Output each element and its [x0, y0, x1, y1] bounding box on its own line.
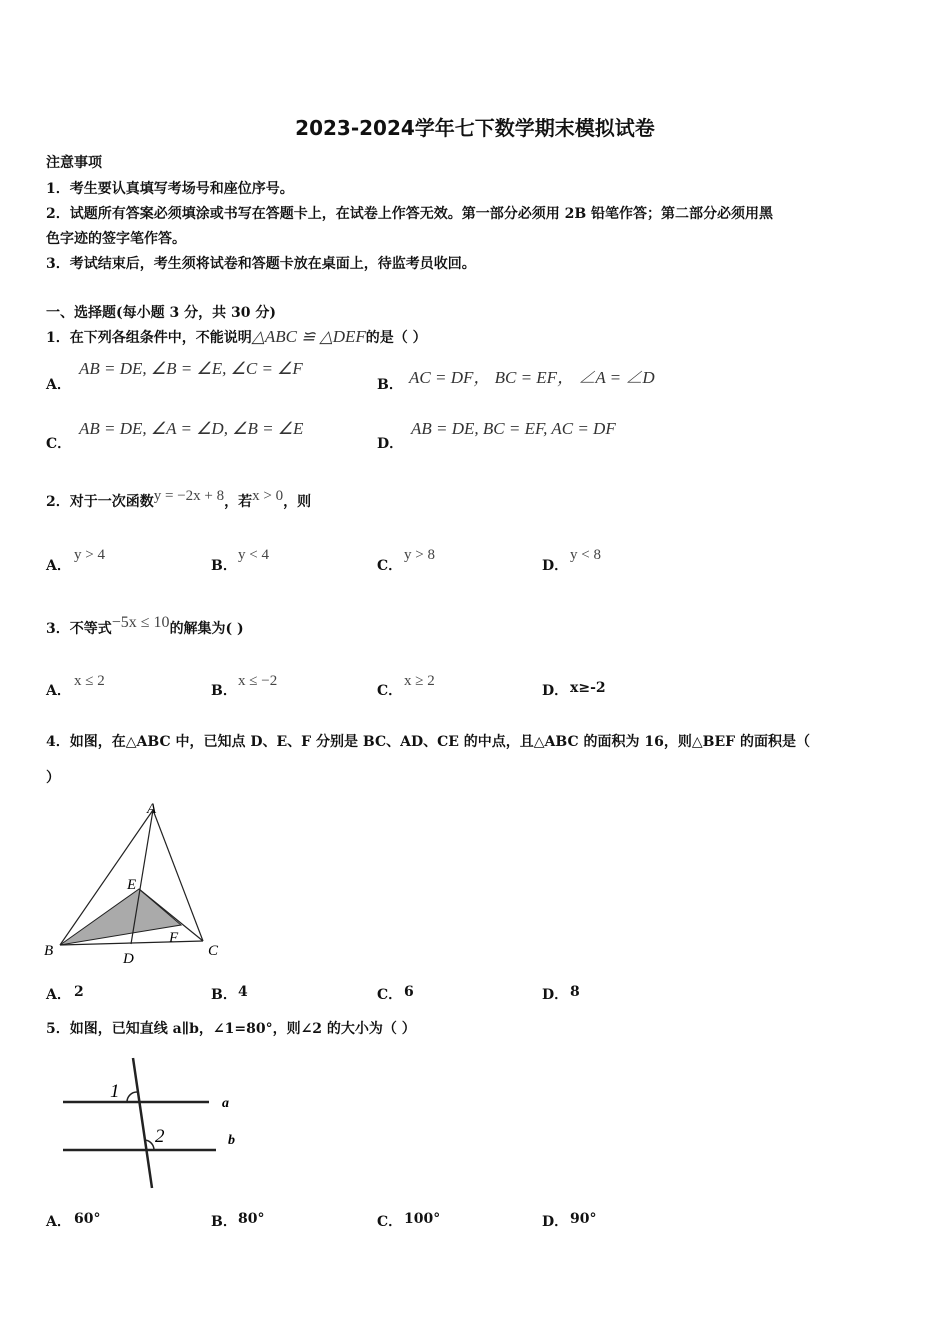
notice-item-2: 2．试题所有答案必须填涂或书写在答题卡上，在试卷上作答无效。第一部分必须用 2B 铅笔作答；第二部分必须用黑	[46, 206, 774, 222]
question-3-stem	[46, 614, 244, 638]
q4-option-a-label: A．	[46, 987, 71, 1003]
notice-item-1: 1．考生要认真填写考场号和座位序号。	[46, 181, 294, 197]
question-3-math: −5x ≤ 10	[111, 614, 170, 631]
q2-option-b-label: B．	[211, 558, 237, 574]
q5-option-a-text: 60°	[74, 1211, 101, 1227]
q4-option-b-text: 4	[238, 984, 248, 1000]
q5-option-b-label: B．	[211, 1214, 237, 1230]
q4-option-d-text: 8	[570, 984, 580, 1000]
question-2-suffix: ，则	[283, 494, 312, 510]
q5-option-a-label: A．	[46, 1214, 71, 1230]
triangle-figure	[40, 798, 240, 970]
q4-option-d-label: D．	[542, 987, 569, 1003]
q3-option-d-text: x≥-2	[570, 680, 606, 696]
label-angle-1: 1	[110, 1081, 120, 1102]
q1-option-a-label: A．	[46, 377, 71, 393]
notice-item-2-cont: 色字迹的签字笔作答。	[46, 231, 186, 247]
notice-heading: 注意事项	[46, 155, 102, 171]
q1-option-b-label: B．	[377, 377, 403, 393]
question-5-stem: 5．如图，已知直线 a∥b，∠1=80°，则∠2 的大小为（ ）	[46, 1021, 416, 1037]
question-1-stem	[46, 327, 427, 347]
q2-option-a-text: y > 4	[74, 547, 105, 563]
q5-option-d-label: D．	[542, 1214, 569, 1230]
angle-1-arc	[127, 1092, 137, 1102]
q4-option-c-text: 6	[404, 984, 414, 1000]
question-2-stem	[46, 488, 312, 511]
question-3-prefix: 3．不等式	[46, 621, 112, 637]
q1-option-b-text: AC = DF， BC = EF， ∠A = ∠D	[409, 368, 655, 387]
q1-option-d-text: AB = DE, BC = EF, AC = DF	[411, 419, 616, 438]
label-c: C	[208, 943, 219, 959]
q5-option-c-text: 100°	[404, 1211, 441, 1227]
q4-option-c-label: C．	[377, 987, 403, 1003]
section-heading: 一、选择题(每小题 3 分，共 30 分)	[46, 305, 276, 321]
q3-option-c-label: C．	[377, 683, 403, 699]
label-e: E	[127, 877, 137, 893]
q2-option-c-label: C．	[377, 558, 403, 574]
q4-option-a-text: 2	[74, 984, 84, 1000]
transversal	[133, 1058, 152, 1188]
label-b: B	[44, 943, 54, 959]
notice-item-3: 3．考试结束后，考生须将试卷和答题卡放在桌面上，待监考员收回。	[46, 256, 476, 272]
q5-option-c-label: C．	[377, 1214, 403, 1230]
q1-option-d-label: D．	[377, 436, 404, 452]
q2-option-b-text: y < 4	[238, 547, 269, 563]
question-3-suffix: 的解集为( )	[169, 621, 244, 637]
label-a: A	[147, 801, 157, 817]
label-line-b: b	[228, 1133, 235, 1148]
q3-option-d-label: D．	[542, 683, 569, 699]
q5-option-b-text: 80°	[238, 1211, 265, 1227]
parallel-lines-figure	[56, 1052, 256, 1194]
q2-option-c-text: y > 8	[404, 547, 435, 563]
label-f: F	[169, 930, 179, 946]
q4-option-b-label: B．	[211, 987, 237, 1003]
label-line-a: a	[222, 1096, 229, 1111]
q2-option-d-text: y < 8	[570, 547, 601, 563]
page-title: 2023-2024学年七下数学期末模拟试卷	[295, 116, 655, 140]
question-1-math: △ABC ≌ △DEF	[251, 327, 366, 346]
question-2-mid: ，若	[224, 494, 253, 510]
q5-option-d-text: 90°	[570, 1211, 597, 1227]
q1-option-c-text: AB = DE, ∠A = ∠D, ∠B = ∠E	[79, 419, 304, 438]
q2-option-a-label: A．	[46, 558, 71, 574]
q1-option-c-label: C．	[46, 436, 72, 452]
q3-option-a-text: x ≤ 2	[74, 673, 105, 689]
question-1-suffix: 的是（ ）	[365, 330, 427, 346]
triangle-bef-shaded	[60, 889, 181, 945]
label-angle-2: 2	[155, 1126, 165, 1147]
question-2-condition: x > 0	[252, 488, 284, 504]
q3-option-c-text: x ≥ 2	[404, 673, 435, 689]
q1-option-a-text: AB = DE, ∠B = ∠E, ∠C = ∠F	[79, 359, 303, 378]
question-2-function: y = −2x + 8	[153, 488, 225, 504]
label-d: D	[123, 951, 134, 967]
q3-option-b-text: x ≤ −2	[238, 673, 278, 689]
q3-option-a-label: A．	[46, 683, 71, 699]
question-2-prefix: 2．对于一次函数	[46, 494, 154, 510]
question-1-prefix: 1．在下列各组条件中，不能说明	[46, 330, 252, 346]
question-4-stem: 4．如图，在△ABC 中，已知点 D、E、F 分别是 BC、AD、CE 的中点，且△ABC 的面积为 16，则△BEF 的面积是（	[46, 734, 810, 750]
question-4-stem-cont: ）	[46, 770, 60, 786]
q2-option-d-label: D．	[542, 558, 569, 574]
q3-option-b-label: B．	[211, 683, 237, 699]
